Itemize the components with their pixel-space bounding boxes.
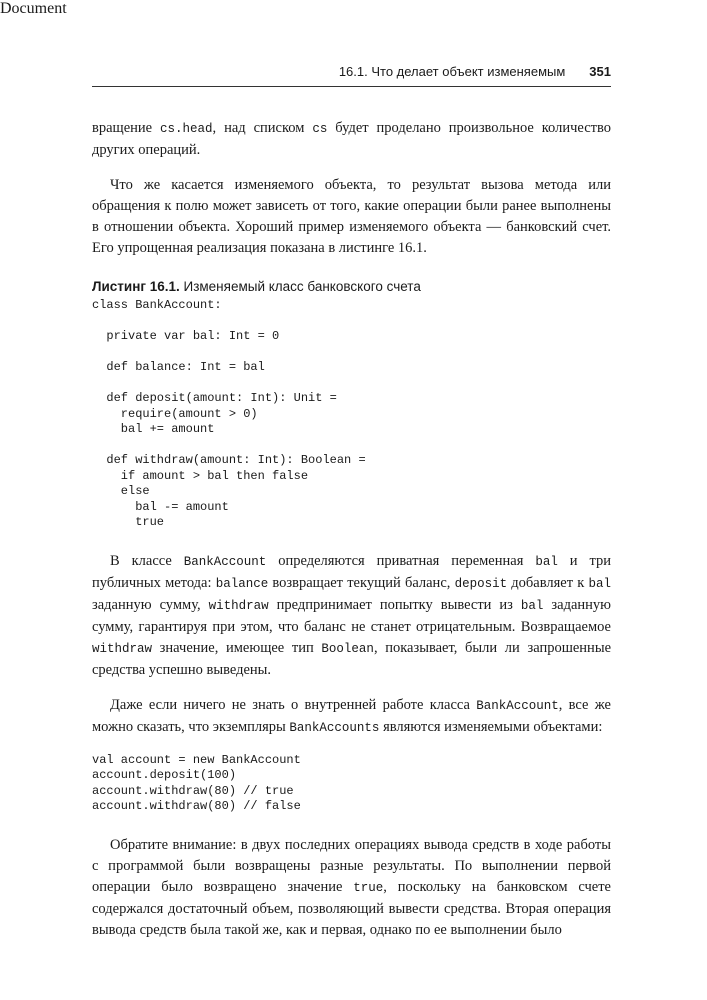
inline-code: cs <box>312 122 328 136</box>
paragraph-3 <box>92 551 611 681</box>
inline-code: cs.head <box>160 122 213 136</box>
inline-code: bal <box>588 576 611 591</box>
text-run: и три публичных метода: <box>92 552 611 591</box>
inline-code: BankAccounts <box>289 720 380 735</box>
text-run: заданную сумму, <box>92 596 209 613</box>
text-run: значение, имеющее тип <box>152 639 322 656</box>
chapter-title: 16.1. Что делает объект изменяемым <box>338 64 566 79</box>
inline-code: withdraw <box>208 598 269 613</box>
inline-code: bal <box>520 598 544 613</box>
text-run: , поскольку на банковском счете содержался достаточный объем, позволяющий вывести средства. Вторая операция вывода средств была такой же, как и первая, однако по ее выполнении было <box>92 878 611 938</box>
inline-code: deposit <box>454 576 508 591</box>
page-body <box>92 118 611 955</box>
listing-caption <box>92 279 611 294</box>
paragraph-2: Что же касается изменяемого объекта, то результат вызова метода или обращения к полю может зависеть от того, какие операции были ранее выполнены в отношении объекта. Хороший пример изменяемого объекта — банковский счет. Его упрощенная реализация показана в листинге 16.1. <box>92 177 611 256</box>
listing-label: Листинг 16.1. <box>92 279 180 294</box>
text-run: Обратите внимание: в двух последних операциях вывода средств в ходе работы с программой были возвращены разные результаты. По выполнении первой операции было возвращено значение <box>92 836 611 895</box>
page-number: 351 <box>589 64 611 79</box>
code-listing: class BankAccount: private var bal: Int = 0 def balance: Int = bal def deposit(amount: Int): Unit = require(amount > 0) bal += amount def withdraw(amount: Int): Boolean = if amount > bal then false else bal -= amount true <box>92 298 366 529</box>
inline-code: BankAccount <box>183 554 267 569</box>
text-run: добавляет к <box>507 574 589 591</box>
paragraph-1 <box>92 118 611 161</box>
inline-code: balance <box>215 576 269 591</box>
inline-code: bal <box>535 554 558 569</box>
paragraph-5 <box>92 835 611 941</box>
code-example: val account = new BankAccount account.deposit(100) account.withdraw(80) // true account.withdraw(80) // false <box>92 752 301 813</box>
text-run: предпринимает попытку вывести из <box>268 596 521 613</box>
text-run: заданную сумму, гарантируя при этом, что баланс не станет отрицательным. Возвращаемое <box>92 596 611 635</box>
text-run: , показывает, были ли запрошенные средства успешно выведены. <box>92 639 611 678</box>
listing-title: Изменяемый класс банковского счета <box>179 279 421 294</box>
text-run: возвращает текущий баланс, <box>268 574 455 591</box>
inline-code: withdraw <box>92 641 153 656</box>
inline-code: Boolean <box>321 641 374 656</box>
text-run: вращение <box>92 120 161 136</box>
text-run: Даже если ничего не знать о внутренней работе класса <box>110 696 477 713</box>
text-run: , над списком <box>212 120 313 136</box>
text-run: В классе <box>110 552 184 569</box>
text-run: , все же можно сказать, что экземпляры <box>92 696 611 735</box>
running-head <box>92 64 611 84</box>
inline-code: BankAccount <box>476 698 559 713</box>
inline-code: true <box>353 880 384 895</box>
text-run: являются изменяемыми объектами: <box>379 718 603 735</box>
header-rule <box>92 86 611 87</box>
text-run: определяются приватная переменная <box>266 552 536 569</box>
text-run: будет проделано произвольное количество других операций. <box>92 120 611 158</box>
paragraph-4 <box>92 695 611 739</box>
